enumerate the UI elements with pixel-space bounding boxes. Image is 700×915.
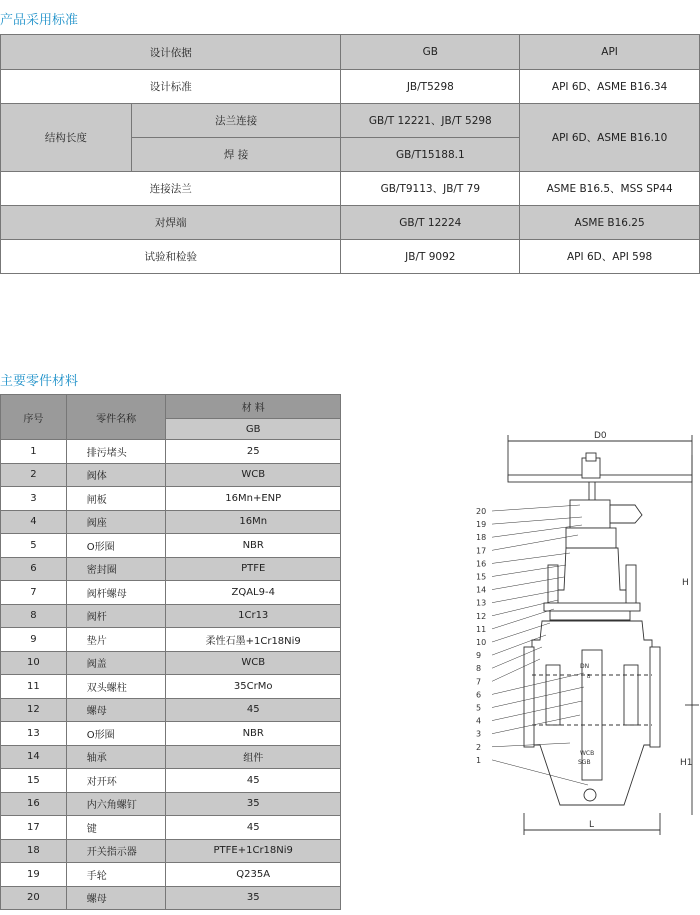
part-no: 9: [1, 628, 67, 652]
part-no: 13: [1, 722, 67, 746]
dim-h1-label: H1: [680, 758, 693, 768]
callout-label: 11: [476, 624, 487, 634]
callout-label: 8: [476, 664, 482, 674]
header-gb: GB: [341, 35, 520, 70]
part-name: 开关指示器: [66, 839, 166, 863]
part-material: 35CrMo: [166, 675, 341, 699]
part-name: O形圈: [66, 534, 166, 558]
callout-label: 12: [476, 611, 487, 621]
part-no: 19: [1, 863, 67, 887]
gate-valve-drawing: [470, 425, 700, 850]
row-label: 连接法兰: [1, 172, 341, 206]
part-row: [1, 792, 341, 816]
part-row: [1, 722, 341, 746]
part-row: [1, 651, 341, 675]
part-material: 1Cr13: [166, 604, 341, 628]
part-material: 45: [166, 769, 341, 793]
callout-label: 18: [476, 533, 487, 543]
part-name: 阀体: [66, 463, 166, 487]
callout-label: 1: [476, 755, 482, 765]
part-name: 螺母: [66, 698, 166, 722]
part-no: 14: [1, 745, 67, 769]
row-gb: GB/T 12221、JB/T 5298: [341, 104, 520, 138]
row-api: ASME B16.25: [520, 206, 700, 240]
part-no: 11: [1, 675, 67, 699]
part-row: [1, 628, 341, 652]
part-row: [1, 604, 341, 628]
part-no: 17: [1, 816, 67, 840]
part-name: 双头螺柱: [66, 675, 166, 699]
callout-label: 2: [476, 742, 482, 752]
callout-label: 16: [476, 559, 487, 569]
callout-leader: [492, 535, 578, 550]
part-row: [1, 675, 341, 699]
callout-label: 14: [476, 585, 487, 595]
part-no: 6: [1, 557, 67, 581]
section-title-standards: 产品采用标准: [0, 13, 79, 28]
row-gb: JB/T 9092: [341, 240, 520, 274]
part-no: 4: [1, 510, 67, 534]
row-api: API 6D、ASME B16.10: [520, 104, 700, 172]
callout-label: 15: [476, 572, 487, 582]
part-material: WCB: [166, 463, 341, 487]
part-row: [1, 487, 341, 511]
part-name: 垫片: [66, 628, 166, 652]
part-row: [1, 863, 341, 887]
part-material: NBR: [166, 722, 341, 746]
part-name: 手轮: [66, 863, 166, 887]
callout-label: 4: [476, 716, 482, 726]
part-no: 7: [1, 581, 67, 605]
header-material-gb: GB: [166, 419, 341, 440]
part-name: 轴承: [66, 745, 166, 769]
part-material: ZQAL9-4: [166, 581, 341, 605]
header-design-basis: 设计依据: [1, 35, 341, 70]
part-material: 组件: [166, 745, 341, 769]
row-label: 设计标准: [1, 70, 341, 104]
part-name: 螺母: [66, 886, 166, 910]
part-no: 18: [1, 839, 67, 863]
part-no: 15: [1, 769, 67, 793]
dim-h-label: H: [682, 578, 689, 588]
header-material: 材 料: [166, 395, 341, 419]
part-material: 45: [166, 816, 341, 840]
part-no: 5: [1, 534, 67, 558]
row-sub-label: 法兰连接: [131, 104, 341, 138]
part-row: [1, 463, 341, 487]
part-no: 8: [1, 604, 67, 628]
label-sgb: SGB: [578, 759, 591, 766]
part-no: 10: [1, 651, 67, 675]
row-label: 对焊端: [1, 206, 341, 240]
callout-label: 20: [476, 507, 487, 516]
part-material: PTFE: [166, 557, 341, 581]
header-api: API: [520, 35, 700, 70]
part-name: 阀杆: [66, 604, 166, 628]
dim-d0-label: D0: [594, 431, 607, 441]
part-material: 45: [166, 698, 341, 722]
part-material: WCB: [166, 651, 341, 675]
header-no: 序号: [1, 395, 67, 440]
part-no: 1: [1, 440, 67, 464]
callout-label: 9: [476, 651, 482, 661]
part-row: [1, 886, 341, 910]
part-no: 16: [1, 792, 67, 816]
row-api: API 6D、ASME B16.34: [520, 70, 700, 104]
callout-label: 5: [476, 703, 482, 713]
section-title-materials: 主要零件材料: [0, 374, 79, 389]
part-row: [1, 557, 341, 581]
callout-leader: [492, 505, 580, 511]
callout-label: 10: [476, 638, 487, 647]
part-name: 对开环: [66, 769, 166, 793]
row-api: API 6D、API 598: [520, 240, 700, 274]
part-material: 16Mn: [166, 510, 341, 534]
part-no: 3: [1, 487, 67, 511]
part-row: [1, 581, 341, 605]
callout-label: 13: [476, 598, 487, 608]
callout-label: 17: [476, 546, 487, 556]
dim-l-label: L: [589, 820, 595, 830]
callout-label: 3: [476, 729, 482, 739]
row-sub-label: 焊 接: [131, 138, 341, 172]
row-group-label: 结构长度: [1, 104, 132, 172]
callout-label: 7: [476, 677, 482, 687]
part-row: [1, 816, 341, 840]
callout-label: 6: [476, 690, 482, 700]
part-row: [1, 745, 341, 769]
standards-table: [0, 34, 700, 274]
row-gb: GB/T15188.1: [341, 138, 520, 172]
part-name: 排污堵头: [66, 440, 166, 464]
row-gb: GB/T9113、JB/T 79: [341, 172, 520, 206]
part-row: [1, 534, 341, 558]
label-wcb: WCB: [580, 750, 595, 757]
part-material: PTFE+1Cr18Ni9: [166, 839, 341, 863]
part-material: 35: [166, 886, 341, 910]
part-no: 20: [1, 886, 67, 910]
row-label: 试验和检验: [1, 240, 341, 274]
part-name: 阀盖: [66, 651, 166, 675]
part-material: 35: [166, 792, 341, 816]
part-row: [1, 510, 341, 534]
part-name: 闸板: [66, 487, 166, 511]
callout-label: 19: [476, 520, 487, 530]
part-material: NBR: [166, 534, 341, 558]
callout-leader: [492, 553, 570, 563]
part-name: 密封圈: [66, 557, 166, 581]
callout-leader: [492, 517, 582, 524]
label-b: B: [587, 674, 591, 680]
part-material: 16Mn+ENP: [166, 487, 341, 511]
part-name: O形圈: [66, 722, 166, 746]
part-row: [1, 440, 341, 464]
row-api: ASME B16.5、MSS SP44: [520, 172, 700, 206]
header-part-name: 零件名称: [66, 395, 166, 440]
part-name: 键: [66, 816, 166, 840]
part-row: [1, 698, 341, 722]
label-dn: DN: [580, 663, 590, 670]
part-material: 柔性石墨+1Cr18Ni9: [166, 628, 341, 652]
part-name: 阀杆螺母: [66, 581, 166, 605]
row-gb: JB/T5298: [341, 70, 520, 104]
row-gb: GB/T 12224: [341, 206, 520, 240]
part-material: Q235A: [166, 863, 341, 887]
part-name: 内六角螺钉: [66, 792, 166, 816]
part-name: 阀座: [66, 510, 166, 534]
part-material: 25: [166, 440, 341, 464]
part-row: [1, 839, 341, 863]
materials-table: [0, 394, 341, 910]
part-row: [1, 769, 341, 793]
part-no: 12: [1, 698, 67, 722]
part-no: 2: [1, 463, 67, 487]
